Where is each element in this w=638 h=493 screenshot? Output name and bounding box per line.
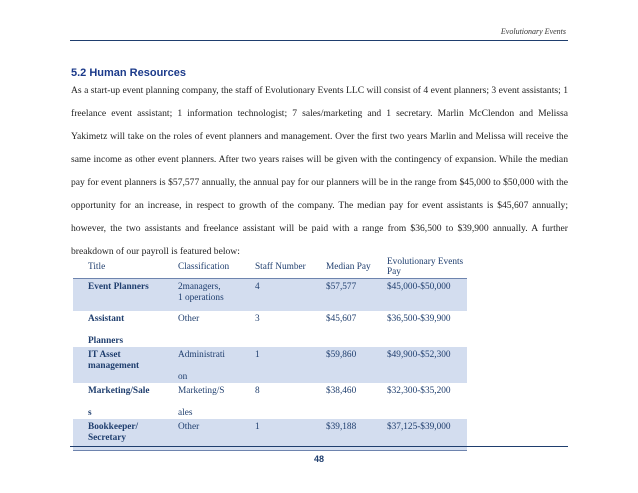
table-row [73,279,467,311]
row-title: Marketing/Sale s [88,385,150,418]
row-ee-pay: $32,300-$35,200 [387,385,451,396]
row-median-pay: $38,460 [326,385,357,396]
row-median-pay: $57,577 [311,279,372,311]
section-heading: 5.2 Human Resources [71,67,186,79]
row-staff-number: 1 [240,419,311,451]
payroll-table [73,256,467,451]
page-number: 48 [313,454,324,464]
row-title: Bookkeeper/ Secretary [73,419,163,451]
row-classification: Other [163,419,240,451]
row-median-pay: $39,188 [311,419,372,451]
row-classification: Other [178,313,200,324]
row-title: Assistant Planners [88,313,125,346]
footer-rule [70,446,568,447]
row-classification: Marketing/S ales [178,385,225,418]
row-classification: Administrati on [163,347,240,383]
table-row [73,311,467,347]
column-header: Median Pay [311,256,372,279]
table-row [73,383,467,419]
row-ee-pay: $49,900-$52,300 [372,347,467,383]
column-header: Classification [163,256,240,279]
header-rule [70,40,568,41]
column-header: Staff Number [240,256,311,279]
row-staff-number: 1 [240,347,311,383]
row-staff-number: 8 [255,385,260,396]
table-header-row [73,256,467,279]
column-header: Title [73,256,163,279]
table-row [73,347,467,383]
row-ee-pay: $37,125-$39,000 [372,419,467,451]
row-staff-number: 4 [240,279,311,311]
column-header: Evolutionary Events Pay [372,256,467,279]
row-staff-number: 3 [255,313,260,324]
row-median-pay: $59,860 [311,347,372,383]
row-ee-pay: $36,500-$39,900 [387,313,451,324]
row-title: Event Planners [73,279,163,311]
row-title: IT Asset management [73,347,163,383]
row-ee-pay: $45,000-$50,000 [372,279,467,311]
body-paragraph: As a start-up event planning company, the staff of Evolutionary Events LLC will consist of 4 event planners; 3 event assistants; 1 freelance event assistant; 1 information technologist; 7 sales/marketing and 1 secretary. Marlin McClendon and Melissa Yakimetz will take on the roles of event planners and management. Over the first two years Marlin and Melissa will receive the same income as other event planners. After two years raises will be given with the contingency of expansion. While the median pay for event planners is $57,577 annually, the annual pay for our planners will be in the range from $45,000 to $50,000 with the opportunity for an increase, in respect to growth of the company. The median pay for event assistants is $45,607 annually; however, the two assistants and freelance assistant will be paid with a range from $36,500 to $39,900 annually. A further breakdown of our payroll is featured below: [71,85,568,257]
row-classification: 2managers, 1 operations [163,279,240,311]
running-header: Evolutionary Events [500,27,566,36]
row-median-pay: $45,607 [326,313,357,324]
